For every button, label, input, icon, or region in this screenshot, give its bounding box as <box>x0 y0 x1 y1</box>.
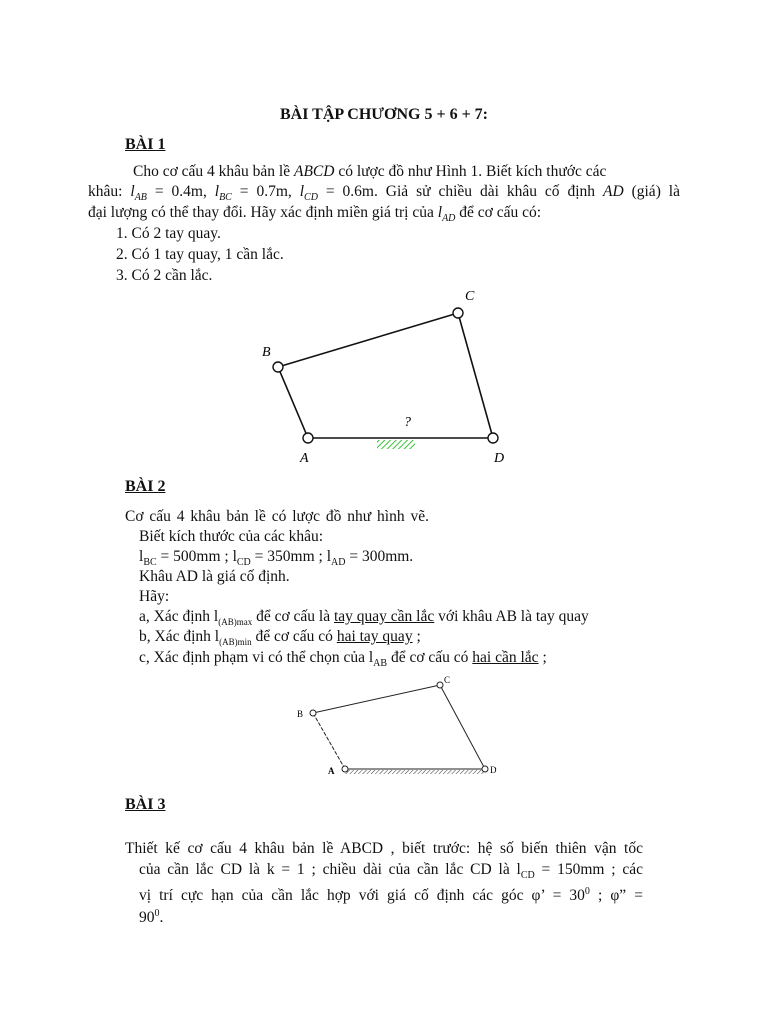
joint-d <box>488 433 498 443</box>
bai2-item-a: a, Xác định $l_{(AB)max}$ để cơ cấu là tay quay cần lắc với khâu AB là tay quay <box>139 608 589 628</box>
label2-d: D <box>490 765 497 775</box>
link-bc <box>278 313 458 367</box>
bai2-line1: Cơ cấu 4 khâu bản lề có lược đồ như hình vẽ. <box>125 508 429 525</box>
label-b: B <box>262 345 271 360</box>
bai2-line3: $l_{BC} = 500mm$ ; $l_{CD} = 350mm$ ; $l_{AD} = 300mm$. <box>139 548 414 569</box>
joint-a <box>303 433 313 443</box>
page-title: BÀI TẬP CHƯƠNG 5 + 6 + 7: <box>279 106 489 123</box>
joint2-b <box>310 710 316 716</box>
joint-c <box>453 308 463 318</box>
bai1-line2: khâu: $l_{AB} = 0.4m$, $l_{BC} = 0.7m$, $l_{CD} = 0.6m$. Giả sử chiều dài khâu cố định AD (giá) là <box>88 183 680 204</box>
joint2-a <box>342 766 348 772</box>
label-a: A <box>300 451 309 466</box>
label-c: C <box>465 289 475 304</box>
bai2-linkage-diagram <box>290 668 515 780</box>
ground-hatch <box>377 440 415 449</box>
joint2-d <box>482 766 488 772</box>
link-ab <box>278 367 308 438</box>
bai2-line2: Biết kích thước của các khâu: <box>139 528 324 545</box>
label-d: D <box>494 451 505 466</box>
bai1-line3: đại lượng có thể thay đổi. Hãy xác định miền giá trị của $l_{AD}$ để cơ cấu có: <box>88 204 542 225</box>
joint-b <box>273 362 283 372</box>
bai2-line4: Khâu AD là giá cố định. <box>139 568 290 585</box>
link2-bc <box>313 685 440 713</box>
bai1-item-1: 1. Có 2 tay quay. <box>116 225 221 242</box>
bai2-line5: Hãy: <box>139 588 170 605</box>
label2-b: B <box>297 709 304 719</box>
label2-c: C <box>444 675 451 685</box>
joint2-c <box>437 682 443 688</box>
bai3-heading: BÀI 3 <box>125 796 166 813</box>
bai3-line3: vị trí cực hạn của cần lắc hợp với giá cố định các góc φ’ = $30^0$ ; φ” = <box>139 886 643 905</box>
link2-cd <box>440 685 485 769</box>
bai3-line1: Thiết kế cơ cấu 4 khâu bản lề ABCD , biết trước: hệ số biến thiên vận tốc <box>125 840 643 857</box>
bai3-line4: $90^0$. <box>139 908 164 927</box>
bai2-heading: BÀI 2 <box>125 478 166 495</box>
bai1-line1: Cho cơ cấu 4 khâu bản lề ABCD có lược đồ như Hình 1. Biết kích thước các <box>133 163 607 180</box>
label2-a: A <box>328 766 335 776</box>
bai1-item-2: 2. Có 1 tay quay, 1 cần lắc. <box>116 246 284 263</box>
bai2-item-c: c, Xác định phạm vi có thể chọn của $l_{AB}$ để cơ cấu có hai cần lắc ; <box>139 649 547 670</box>
bai1-item-3: 3. Có 2 cần lắc. <box>116 267 213 284</box>
link-cd <box>458 313 493 438</box>
link2-ab <box>313 713 345 769</box>
bai1-linkage-diagram <box>250 280 520 470</box>
ground2-hatch <box>345 770 485 774</box>
bai2-item-b: b, Xác định $l_{(AB)min}$ để cơ cấu có hai tay quay ; <box>139 628 421 648</box>
label-unknown: ? <box>404 415 411 430</box>
bai3-line2: của cần lắc CD là k = 1 ; chiều dài của cần lắc CD là $l_{CD} = 150mm$ ; các <box>139 861 643 882</box>
bai1-heading: BÀI 1 <box>125 136 166 153</box>
